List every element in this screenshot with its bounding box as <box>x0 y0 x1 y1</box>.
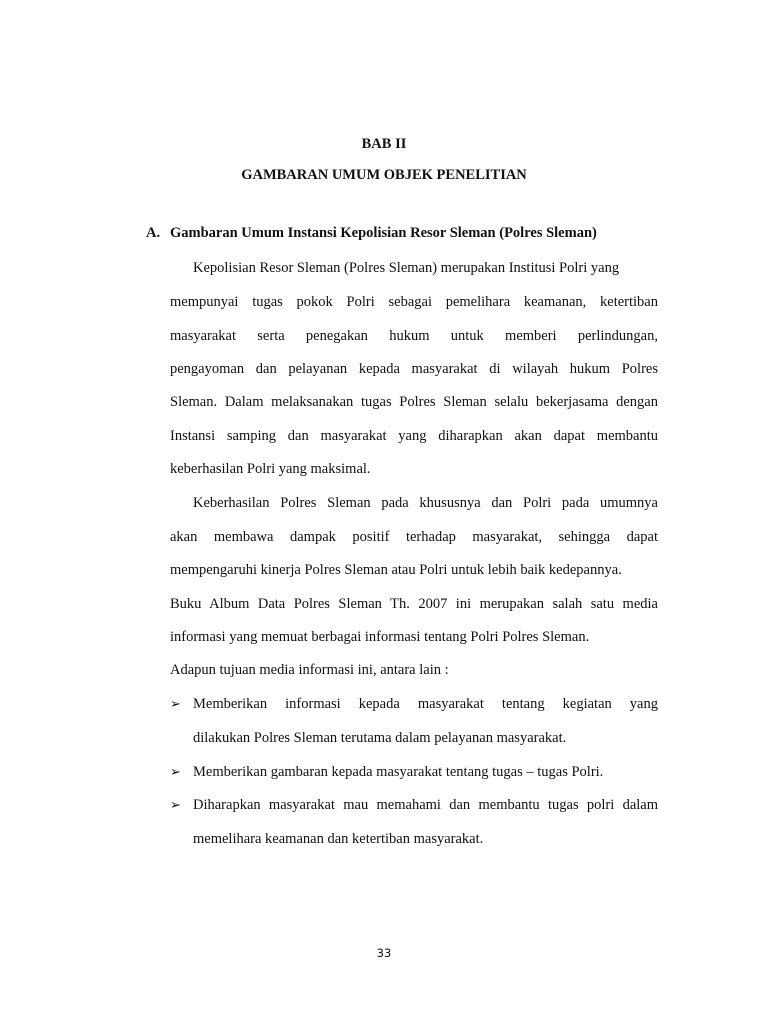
chapter-label: BAB II <box>361 136 407 152</box>
paragraph1-line: Kepolisian Resor Sleman (Polres Sleman) merupakan Institusi Polri yang <box>193 260 620 276</box>
paragraph1-line: masyarakat serta penegakan hukum untuk memberi perlindungan, <box>170 328 658 344</box>
paragraph1-line: mempunyai tugas pokok Polri sebagai pemelihara keamanan, ketertiban <box>170 294 658 310</box>
paragraph1-line: Instansi samping dan masyarakat yang diharapkan akan dapat membantu <box>170 428 658 444</box>
paragraph2-line: informasi yang memuat berbagai informasi tentang Polri Polres Sleman. <box>170 629 590 645</box>
paragraph2-line: Keberhasilan Polres Sleman pada khususnya dan Polri pada umumnya <box>193 495 658 511</box>
bullet-item-line: Memberikan informasi kepada masyarakat tentang kegiatan yang <box>193 696 658 712</box>
paragraph2-line: mempengaruhi kinerja Polres Sleman atau Polri untuk lebih baik kedepannya. <box>170 562 622 578</box>
paragraph2-line: Buku Album Data Polres Sleman Th. 2007 ini merupakan salah satu media <box>170 596 658 612</box>
bullet-item-line: dilakukan Polres Sleman terutama dalam pelayanan masyarakat. <box>193 730 567 746</box>
paragraph2-line: Adapun tujuan media informasi ini, antara lain : <box>170 662 449 678</box>
bullet-item-line: Diharapkan masyarakat mau memahami dan membantu tugas polri dalam <box>193 797 658 813</box>
bullet-item-line: Memberikan gambaran kepada masyarakat tentang tugas – tugas Polri. <box>193 764 604 780</box>
bullet-item-line: memelihara keamanan dan ketertiban masyarakat. <box>193 831 484 847</box>
paragraph1-line: Sleman. Dalam melaksanakan tugas Polres Sleman selalu bekerjasama dengan <box>170 394 658 410</box>
section-marker: A. <box>146 225 161 241</box>
section-heading: Gambaran Umum Instansi Kepolisian Resor Sleman (Polres Sleman) <box>170 225 597 241</box>
arrow-bullet-icon: ➢ <box>170 797 181 812</box>
paragraph2-line: akan membawa dampak positif terhadap masyarakat, sehingga dapat <box>170 529 658 545</box>
paragraph1-line: pengayoman dan pelayanan kepada masyarakat di wilayah hukum Polres <box>170 361 658 377</box>
arrow-bullet-icon: ➢ <box>170 764 181 779</box>
page-number: 33 <box>376 946 392 960</box>
paragraph1-line: keberhasilan Polri yang maksimal. <box>170 461 371 477</box>
arrow-bullet-icon: ➢ <box>170 696 181 711</box>
chapter-title: GAMBARAN UMUM OBJEK PENELITIAN <box>241 167 527 183</box>
